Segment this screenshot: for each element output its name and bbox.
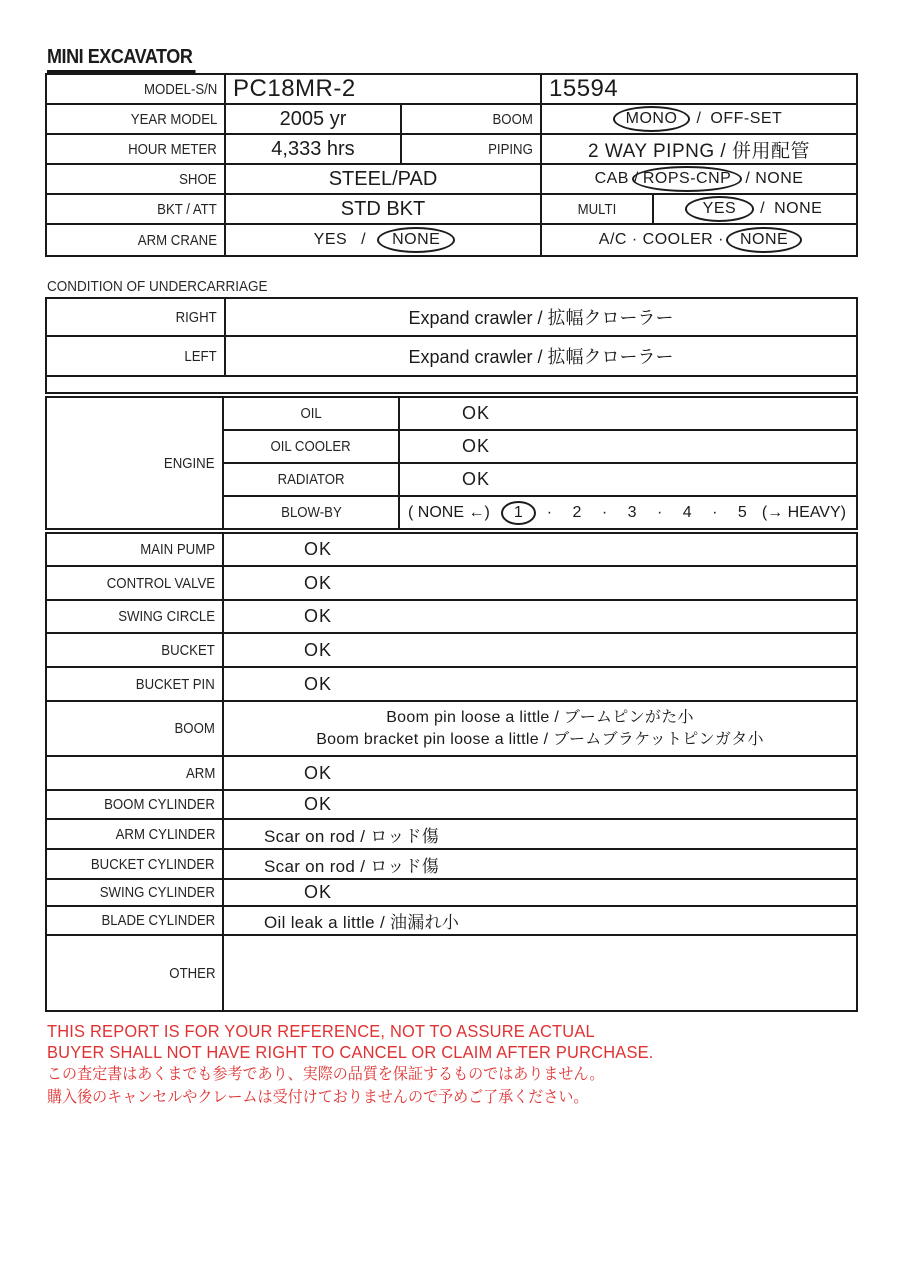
swing-circle-label-cell (47, 601, 224, 632)
left-label: LEFT (184, 347, 217, 365)
undercarriage-table (45, 297, 858, 377)
blowby-scale (400, 497, 856, 528)
piping-label: PIPING (488, 140, 533, 158)
bucket-pin-label: BUCKET PIN (136, 675, 215, 693)
engine-label-cell (47, 398, 224, 528)
engine-rows (224, 398, 856, 528)
engine-radiator-row (224, 464, 856, 497)
disclaimer-line-2: BUYER SHALL NOT HAVE RIGHT TO CANCEL OR CLAIM AFTER PURCHASE. (47, 1042, 654, 1062)
blade-cylinder-label: BLADE CYLINDER (101, 912, 215, 929)
hour-piping-row (47, 135, 856, 165)
other-row (47, 936, 856, 1010)
shoe-label-cell (47, 165, 224, 193)
control-valve-label: CONTROL VALVE (106, 574, 215, 592)
oil-cooler-value: OK (462, 436, 491, 456)
undercarriage-left-row (47, 337, 856, 375)
model-label-cell (47, 75, 224, 103)
condition-table (45, 532, 858, 1012)
year-boom-row (47, 105, 856, 135)
boom-cylinder-row (47, 791, 856, 820)
cab-selected-circle: ROPS-CNP (632, 166, 742, 192)
multi-selected-circle: YES (685, 196, 755, 222)
control-valve-value: OK (304, 572, 333, 593)
blowby-scale-rest: · 2 · 3 · 4 · 5 (546, 503, 748, 521)
blade-cylinder-label-cell (47, 907, 224, 934)
oil-value: OK (462, 403, 491, 423)
main-pump-label: MAIN PUMP (140, 541, 215, 558)
bkt-label-cell (47, 195, 224, 223)
arm-cylinder-label: ARM CYLINDER (115, 825, 215, 843)
boom-row (47, 702, 856, 757)
swing-circle-label: SWING CIRCLE (118, 608, 215, 625)
model-row (47, 75, 856, 105)
blowby-label-cell (224, 497, 400, 528)
left-label-cell (47, 337, 224, 375)
boom-label-cell (400, 105, 540, 133)
year-value: 2005 yr (224, 105, 400, 133)
control-valve-label-cell (47, 567, 224, 599)
multi-label: MULTI (577, 200, 617, 218)
cab-suffix: / NONE (745, 170, 804, 187)
right-label: RIGHT (175, 308, 217, 326)
oil-label-cell (224, 398, 400, 429)
boom-other-option: OFF-SET (710, 110, 783, 127)
ac-cooler-options (540, 225, 856, 255)
armcrane-yes-option: YES (313, 231, 348, 248)
disclaimer-block (47, 1021, 654, 1109)
oil-cooler-label-cell (224, 431, 400, 462)
main-pump-row (47, 534, 856, 567)
model-value: PC18MR-2 (224, 75, 540, 103)
disclaimer-line-3: この査定書はあくまでも参考であり、実際の品質を保証するものではありません。 (47, 1066, 605, 1083)
oil-cooler-label: OIL COOLER (270, 438, 352, 455)
bucket-pin-row (47, 668, 856, 702)
ac-selected-circle: NONE (726, 227, 802, 253)
swing-cylinder-value: OK (304, 882, 333, 902)
bucket-cylinder-label: BUCKET CYLINDER (91, 855, 215, 873)
arm-cylinder-value: Scar on rod / ロッド傷 (264, 826, 440, 846)
arm-row (47, 757, 856, 791)
boom-label: BOOM (492, 110, 533, 128)
engine-table (45, 396, 858, 530)
bkt-att-label: BKT / ATT (157, 200, 217, 218)
other-value (224, 936, 856, 1010)
boom-cylinder-label-cell (47, 791, 224, 818)
engine-oil-row (224, 398, 856, 431)
bkt-multi-row (47, 195, 856, 225)
boom-cylinder-value: OK (304, 794, 333, 814)
bkt-value: STD BKT (224, 195, 540, 223)
multi-label-cell (540, 195, 652, 223)
left-value: Expand crawler / 拡幅クローラー (224, 337, 856, 375)
year-label: YEAR MODEL (130, 110, 217, 128)
armcrane-separator: / (361, 231, 367, 248)
shoe-value: STEEL/PAD (224, 165, 540, 193)
empty-row (45, 375, 858, 394)
bucket-label: BUCKET (161, 641, 215, 659)
swing-circle-value: OK (304, 606, 333, 626)
bucket-cylinder-row (47, 850, 856, 880)
armcrane-options (224, 225, 540, 255)
blowby-selected-circle: 1 (501, 501, 536, 525)
bucket-pin-value: OK (304, 673, 333, 694)
other-label: OTHER (168, 964, 215, 982)
bucket-cylinder-label-cell (47, 850, 224, 878)
boom-condition-value (224, 702, 856, 755)
serial-value: 15594 (540, 75, 856, 103)
hour-label-cell (47, 135, 224, 163)
arm-cylinder-label-cell (47, 820, 224, 848)
boom-note-line1: Boom pin loose a little / ブームピンがた小 (386, 708, 694, 726)
radiator-label: RADIATOR (277, 471, 345, 488)
disclaimer-line-4: 購入後のキャンセルやクレームは受付けておりませんので予めご了承ください。 (47, 1089, 589, 1106)
boom-cylinder-label: BOOM CYLINDER (104, 796, 215, 813)
bucket-pin-label-cell (47, 668, 224, 700)
boom-selected-circle: MONO (613, 106, 691, 132)
arm-label: ARM (185, 764, 215, 782)
undercarriage-section-title: CONDITION OF UNDERCARRIAGE (47, 278, 268, 295)
engine-label: ENGINE (164, 454, 215, 472)
swing-circle-row (47, 601, 856, 634)
undercarriage-right-row (47, 299, 856, 337)
multi-other-option: NONE (774, 200, 823, 217)
multi-separator: / (760, 200, 766, 217)
blade-cylinder-value: Oil leak a little / 油漏れ小 (264, 913, 460, 932)
blow-by-label: BLOW-BY (280, 504, 342, 521)
ac-cooler-prefix: A/C · COOLER · (598, 231, 724, 248)
cab-options (540, 165, 856, 193)
piping-value: 2 WAY PIPNG / 併用配管 (540, 135, 856, 163)
radiator-value: OK (462, 469, 491, 489)
blade-cylinder-row (47, 907, 856, 936)
armcrane-selected-circle: NONE (377, 227, 455, 253)
bucket-cylinder-value: Scar on rod / ロッド傷 (264, 856, 440, 876)
armcrane-label-cell (47, 225, 224, 255)
control-valve-row (47, 567, 856, 601)
hour-meter-value: 4,333 hrs (224, 135, 400, 163)
arm-value: OK (304, 762, 333, 783)
right-value: Expand crawler / 拡幅クローラー (224, 299, 856, 335)
swing-cylinder-label-cell (47, 880, 224, 905)
bucket-label-cell (47, 634, 224, 666)
arm-label-cell (47, 757, 224, 789)
shoe-cab-row (47, 165, 856, 195)
bucket-value: OK (304, 639, 333, 660)
right-label-cell (47, 299, 224, 335)
engine-oil-cooler-row (224, 431, 856, 464)
year-label-cell (47, 105, 224, 133)
disclaimer-line-1: THIS REPORT IS FOR YOUR REFERENCE, NOT TO ASSURE ACTUAL (47, 1021, 595, 1041)
boom-condition-label: BOOM (174, 720, 215, 737)
piping-label-cell (400, 135, 540, 163)
main-pump-label-cell (47, 534, 224, 565)
other-label-cell (47, 936, 224, 1010)
main-pump-value: OK (304, 539, 333, 559)
arm-cylinder-row (47, 820, 856, 850)
blowby-low-note: ( NONE ←) (408, 503, 490, 521)
armcrane-ac-row (47, 225, 856, 255)
cab-prefix: CAB / (594, 170, 639, 187)
boom-separator: / (696, 110, 702, 127)
bucket-row (47, 634, 856, 668)
arm-crane-label: ARM CRANE (137, 231, 217, 249)
boom-note-line2: Boom bracket pin loose a little / ブームブラケットピンガタ小 (316, 730, 764, 748)
shoe-label: SHOE (179, 170, 217, 188)
swing-cylinder-row (47, 880, 856, 907)
hour-meter-label: HOUR METER (128, 140, 217, 158)
spec-table (45, 73, 858, 257)
boom-label-cell (47, 702, 224, 755)
page-title: MINI EXCAVATOR (47, 46, 195, 73)
boom-options (540, 105, 856, 133)
oil-label: OIL (300, 405, 322, 422)
engine-blowby-row (224, 497, 856, 528)
multi-options (652, 195, 856, 223)
swing-cylinder-label: SWING CYLINDER (99, 884, 215, 901)
model-label: MODEL-S/N (143, 80, 217, 98)
radiator-label-cell (224, 464, 400, 495)
blowby-high-note: (→ HEAVY) (761, 503, 846, 521)
